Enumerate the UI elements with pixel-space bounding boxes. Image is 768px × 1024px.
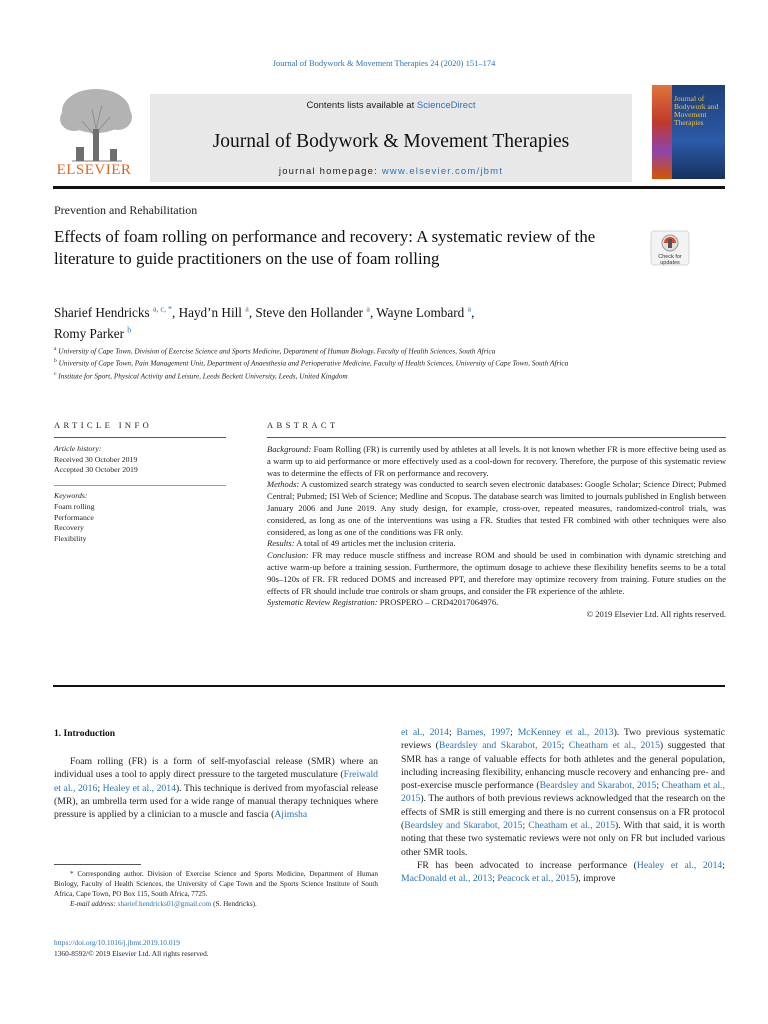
abstract-conclusion-label: Conclusion:	[267, 550, 309, 561]
abstract-registration-text: PROSPERO – CRD42017064976.	[379, 597, 499, 608]
author-affiliation-marker[interactable]: a, c, *	[152, 305, 172, 314]
abstract-bottom-divider	[53, 685, 725, 687]
abstract-background	[267, 444, 726, 479]
citation-link[interactable]: Freiwald et al., 2016	[54, 769, 378, 794]
author-name: Sharief Hendricks	[54, 305, 150, 321]
citation-link[interactable]: Beardsley and Skarabot, 2015	[539, 780, 657, 792]
abstract-results	[267, 538, 726, 550]
body-text: ). With that said, it is worth noting that these two systematic reviews were not only on FR but included various other SMR tools.	[401, 820, 725, 858]
author-separator: ,	[369, 305, 377, 321]
body-text: FR has been advocated to increase performance (	[417, 859, 637, 871]
body-left-column	[54, 755, 378, 821]
section-label: Prevention and Rehabilitation	[54, 203, 198, 217]
author[interactable]	[54, 326, 131, 341]
abstract-results-label: Results:	[267, 538, 295, 549]
author[interactable]	[54, 305, 179, 320]
abstract-methods-label: Methods:	[267, 479, 300, 490]
abstract-registration	[267, 597, 726, 609]
citation-link[interactable]: Healey et al., 2014	[102, 782, 176, 794]
article-history	[54, 444, 224, 476]
sciencedirect-link[interactable]: ScienceDirect	[416, 100, 476, 111]
corresponding-author-text: * Corresponding author. Division of Exercise Science and Sports Medicine, Department of Human Biology, Faculty of Health Sciences, the University of Cape Town and the Sports Science Institute of South Africa, Cape Town, PO Box 115, South Africa, 7725.	[54, 870, 378, 898]
cover-title: Journal of Bodywork and Movement Therapies	[674, 94, 719, 127]
body-text: ). Two previous systematic reviews (	[401, 727, 725, 752]
citation-link[interactable]: Healey et al., 2014	[636, 859, 723, 871]
author[interactable]	[376, 305, 474, 320]
author-affiliation-marker[interactable]: b	[127, 325, 132, 335]
body-text: ;	[97, 782, 103, 794]
body-text: ;	[722, 859, 725, 871]
abstract-copyright: © 2019 Elsevier Ltd. All rights reserved.	[586, 609, 726, 620]
abstract-conclusion-text: FR may reduce muscle stiffness and increase ROM and should be used in combination with dynamic stretching and active warm-up before a training session. Furthermore, the optimum dosage to achieve these flexibility benefits seems to be a total 90s–120s of FR. FR reduced DOMS and increased PPT, and therefore may optimize recovery from training. Future studies on the effects of FR should include true controls or sham groups, and consider the FR experience of the athlete.	[267, 550, 727, 596]
author-name: Steve den Hollander	[255, 305, 364, 321]
citation-link[interactable]: Beardsley and Skarabot, 2015	[438, 740, 562, 752]
keywords	[54, 491, 224, 545]
affiliation	[54, 344, 644, 356]
author-separator: ,	[471, 305, 475, 321]
crossmark-label: Check for updates	[658, 254, 682, 266]
homepage-line	[150, 166, 632, 177]
author-name: Wayne Lombard	[376, 305, 465, 321]
introduction-heading: 1. Introduction	[54, 729, 116, 739]
received-date: Received 30 October 2019	[54, 454, 138, 464]
abstract-divider	[267, 437, 726, 438]
corresponding-author-footnote	[54, 869, 378, 909]
contents-prefix: Contents lists available at	[306, 100, 417, 111]
affiliation-marker: b	[54, 358, 57, 365]
keyword: Performance	[54, 512, 94, 522]
journal-cover-image[interactable]	[652, 85, 725, 179]
affiliation	[54, 369, 644, 381]
author[interactable]	[255, 305, 376, 320]
abstract-results-text: A total of 49 articles met the inclusion criteria.	[296, 538, 456, 549]
journal-title: Journal of Bodywork & Movement Therapies	[212, 131, 570, 152]
author[interactable]	[179, 305, 256, 320]
journal-reference[interactable]: Journal of Bodywork & Movement Therapies 24 (2020) 151–174	[272, 58, 496, 68]
citation-link[interactable]: Ajimsha	[274, 809, 308, 821]
body-text: ;	[448, 727, 457, 738]
body-text: ;	[656, 780, 662, 792]
keyword: Recovery	[54, 523, 84, 533]
header-divider	[53, 186, 725, 189]
keywords-label: Keywords:	[54, 491, 88, 500]
abstract-conclusion	[267, 550, 726, 597]
article-info-heading: ARTICLE INFO	[54, 420, 153, 430]
affiliation-text: University of Cape Town, Division of Exercise Science and Sports Medicine, Department of Human Biology, Faculty of Health Sciences, South Africa	[58, 346, 496, 356]
keywords-divider	[54, 485, 226, 486]
affiliation-list	[54, 344, 644, 381]
article-title: Effects of foam rolling on performance and recovery: A systematic review of the literature to guide practitioners on the use of foam rolling	[54, 227, 596, 268]
body-right-column	[401, 726, 725, 886]
affiliation	[54, 356, 644, 368]
abstract-heading: ABSTRACT	[267, 420, 339, 430]
affiliation-text: Institute for Sport, Physical Activity and Leisure, Leeds Beckett University, Leeds, United Kingdom	[58, 371, 348, 381]
citation-link[interactable]: Cheatham et al., 2015	[401, 780, 725, 805]
accepted-date: Accepted 30 October 2019	[54, 465, 138, 474]
citation-link[interactable]: MacDonald et al., 2013	[401, 873, 493, 885]
affiliation-text: University of Cape Town, Pain Management Unit, Department of Anaesthesia and Perioperative Medicine, Faculty of Health Sciences, University of Cape Town, South Africa	[58, 358, 569, 368]
body-paragraph	[54, 755, 378, 821]
article-history-label: Article history:	[54, 444, 102, 453]
article-info-divider	[54, 437, 226, 438]
check-for-updates-badge[interactable]	[650, 230, 690, 266]
citation-link[interactable]: Beardsley and Skarabot, 2015	[404, 820, 523, 832]
body-paragraph	[401, 859, 725, 886]
abstract-background-text: Foam Rolling (FR) is currently used by athletes at all levels. It is not known whether FR is more effective being used as a warm up to aid performance or more effectively used as a cool-down for recovery. Therefore, the purpose of this systematic review was to determine the effects of FR on performance and recovery.	[267, 444, 727, 478]
elsevier-tree-icon	[52, 85, 142, 163]
affiliation-marker: a	[54, 346, 57, 352]
elsevier-logo[interactable]	[52, 85, 142, 181]
cover-artwork	[652, 85, 672, 179]
author-name: Hayd’n Hill	[178, 305, 242, 321]
homepage-prefix: journal homepage:	[278, 166, 382, 177]
author-affiliation-marker[interactable]: a	[467, 305, 472, 314]
issn-line: 1360-8592/© 2019 Elsevier Ltd. All rights reserved.	[54, 949, 209, 958]
author-affiliation-marker[interactable]: a	[245, 305, 249, 314]
body-text: ). This technique is derived from myofascial release (MR), an umbrella term used for a wide range of manual therapy techniques where pressure is applied by a clinician to a muscle and fascia (	[54, 782, 378, 821]
citation-link[interactable]: Barnes, 1997	[456, 727, 511, 738]
body-text: Foam rolling (FR) is a form of self-myofascial release (SMR) where an individual uses a tool to apply direct pressure to the targeted musculature (	[54, 756, 378, 781]
body-text: ;	[510, 727, 518, 738]
citation-link[interactable]: et al., 2014	[401, 727, 449, 738]
author-separator: ,	[171, 305, 179, 321]
author-list	[54, 301, 674, 342]
journal-header	[52, 85, 725, 185]
keyword: Flexibility	[54, 534, 87, 544]
author-affiliation-marker[interactable]: a	[366, 305, 370, 314]
body-text: ;	[492, 873, 498, 885]
author-name: Romy Parker	[54, 325, 124, 341]
citation-link[interactable]: Peacock et al., 2015	[497, 873, 576, 885]
email-line	[54, 899, 378, 909]
body-text: ;	[522, 820, 529, 832]
keyword: Foam rolling	[54, 501, 95, 511]
body-text: ), improve	[575, 873, 616, 885]
citation-link[interactable]: Cheatham et al., 2015	[528, 820, 615, 832]
abstract-registration-label: Systematic Review Registration:	[267, 597, 378, 608]
abstract-methods-text: A customized search strategy was conducted to search seven electronic databases: Google Scholar; Science Direct; Pubmed Central; Pubmed; ISI Web of Science; Medline and Scopus. The database search was limited to journals published in English between January 2006 and June 2019. Any study design, for example, cross-over, repeated measures, randomized-control trials, was considered, as long as one of the interventions was using a FR. Studies that tested FR combined with other techniques were also considered, as long as one of the conditions was FR only.	[267, 479, 726, 537]
email-label: E-mail address:	[70, 900, 116, 908]
abstract-body	[267, 444, 726, 621]
citation-link[interactable]: Cheatham et al., 2015	[568, 740, 660, 752]
body-text: ) suggested that SMR has a range of valuable effects for both athletes and the general population, including increasing flexibility, enhancing muscle recovery and enhancing pre- and post-exercise muscle performance (	[401, 740, 725, 792]
body-text: ). The authors of both previous reviews acknowledged that the research on the effects of SMR is still emerging and there is no current consensus on a FR protocol (	[401, 793, 725, 832]
journal-banner	[150, 94, 632, 182]
contents-line	[150, 100, 632, 111]
author-separator: ,	[248, 305, 256, 321]
body-text: ;	[561, 740, 569, 752]
doi-link[interactable]: https://doi.org/10.1016/j.jbmt.2019.10.019	[54, 938, 180, 947]
abstract-background-label: Background:	[267, 444, 312, 454]
citation-link[interactable]: McKenney et al., 2013	[517, 727, 614, 738]
affiliation-marker: c	[54, 370, 57, 377]
abstract-methods	[267, 479, 726, 538]
elsevier-wordmark: ELSEVIER	[56, 162, 132, 178]
email-suffix: (S. Hendricks).	[211, 900, 257, 908]
footnote-divider	[54, 864, 141, 865]
email-link[interactable]: sharief.hendricks01@gmail.com	[117, 900, 212, 908]
body-paragraph	[401, 726, 725, 859]
homepage-link[interactable]: www.elsevier.com/jbmt	[381, 166, 504, 177]
